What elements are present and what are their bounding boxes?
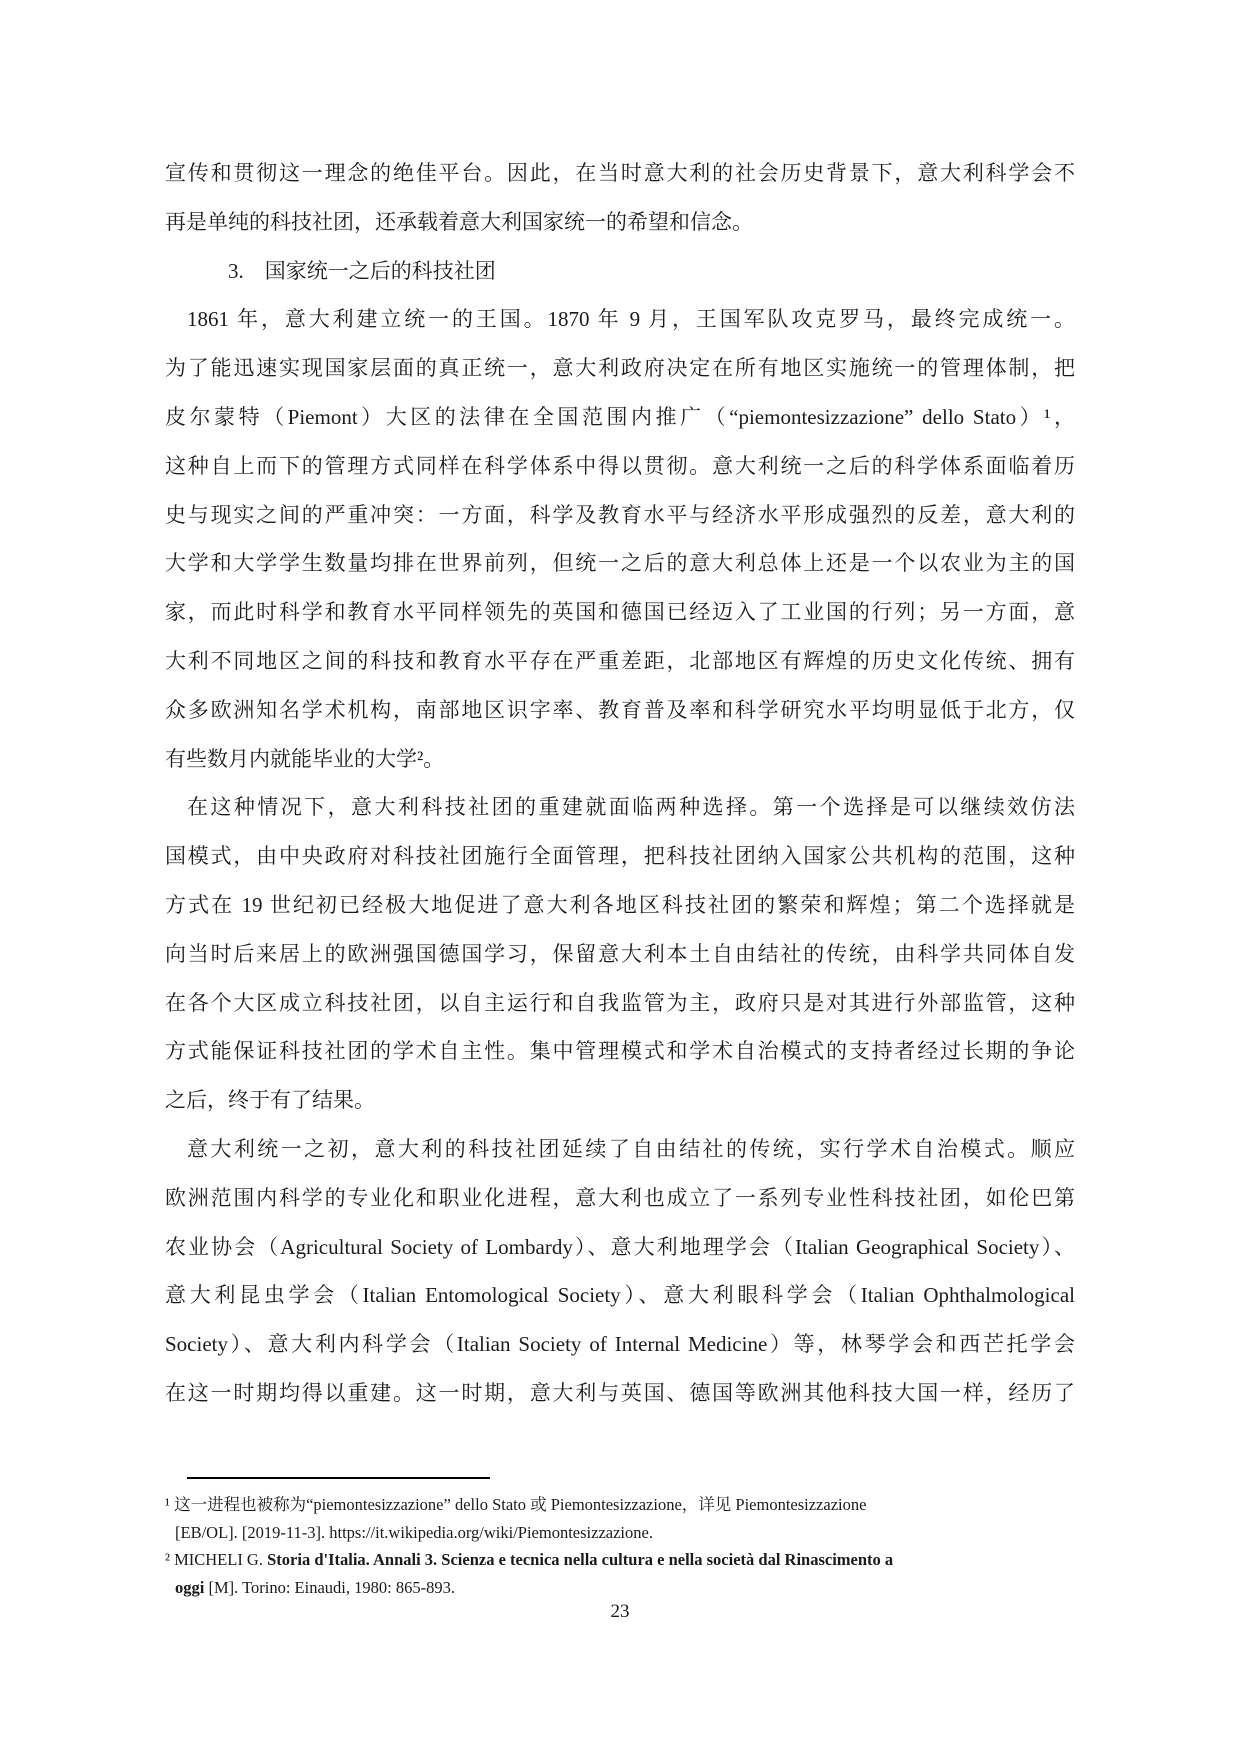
- body-line: 为了能迅速实现国家层面的真正统一，意大利政府决定在所有地区实施统一的管理体制，把: [165, 356, 1075, 381]
- body-line: 国模式，由中央政府对科技社团施行全面管理，把科技社团纳入国家公共机构的范围，这种: [165, 844, 1075, 869]
- body-line: 再是单纯的科技社团，还承载着意大利国家统一的希望和信念。: [165, 209, 753, 234]
- body-line: 意大利统一之初，意大利的科技社团延续了自由结社的传统，实行学术自治模式。顺应: [187, 1136, 1075, 1161]
- footnote-separator: [187, 1477, 490, 1479]
- body-line: 众多欧洲知名学术机构，南部地区识字率、教育普及率和科学研究水平均明显低于北方，仅: [165, 697, 1075, 722]
- body-line: 在这一时期均得以重建。这一时期，意大利与英国、德国等欧洲其他科技大国一样，经历了: [165, 1380, 1075, 1405]
- body-line: 1861 年，意大利建立统一的王国。1870 年 9 月，王国军队攻克罗马，最终完成统一。: [187, 307, 1075, 332]
- body-line: 方式能保证科技社团的学术自主性。集中管理模式和学术自治模式的支持者经过长期的争论: [165, 1039, 1075, 1064]
- body-line: 农业协会（Agricultural Society of Lombardy）、意大利地理学会（Italian Geographical Society）、: [165, 1234, 1075, 1259]
- footnote-line: oggi [M]. Torino: Einaudi, 1980: 865-893.: [175, 1577, 455, 1597]
- footnote-line: ² MICHELI G. Storia d'Italia. Annali 3. Scienza e tecnica nella cultura e nella società dal Rinascimento a: [165, 1550, 894, 1569]
- body-line: 意大利昆虫学会（Italian Entomological Society）、意大利眼科学会（Italian Ophthalmological: [165, 1283, 1075, 1308]
- footnote-line: [EB/OL]. [2019-11-3]. https://it.wikipedia.org/wiki/Piemontesizzazione.: [175, 1522, 653, 1542]
- body-line: 皮尔蒙特（Piemont）大区的法律在全国范围内推广（“piemontesizzazione” dello Stato）¹，: [165, 404, 1075, 429]
- body-line: 欧洲范围内科学的专业化和职业化进程，意大利也成立了一系列专业性科技社团，如伦巴第: [165, 1185, 1075, 1210]
- section-heading: 3. 国家统一之后的科技社团: [228, 258, 496, 283]
- body-text: [165, 149, 1075, 1418]
- body-line: Society）、意大利内科学会（Italian Society of Internal Medicine）等，林琴学会和西芒托学会: [165, 1332, 1075, 1357]
- body-line: 宣传和贯彻这一理念的绝佳平台。因此，在当时意大利的社会历史背景下，意大利科学会不: [165, 161, 1075, 185]
- page-number: 23: [610, 1601, 630, 1622]
- body-line: 向当时后来居上的欧洲强国德国学习，保留意大利本土自由结社的传统，由科学共同体自发: [165, 941, 1075, 966]
- body-line: 大学和大学学生数量均排在世界前列，但统一之后的意大利总体上还是一个以农业为主的国: [165, 551, 1075, 576]
- footnote-line: ¹ 这一进程也被称为“piemontesizzazione” dello Stato 或 Piemontesizzazione，详见 Piemontesizzazione: [165, 1495, 867, 1514]
- body-line: 有些数月内就能毕业的大学²。: [165, 746, 445, 771]
- body-line: 在这种情况下，意大利科技社团的重建就面临两种选择。第一个选择是可以继续效仿法: [187, 795, 1075, 820]
- body-line: 家，而此时科学和教育水平同样领先的英国和德国已经迈入了工业国的行列；另一方面，意: [165, 600, 1075, 625]
- body-line: 史与现实之间的严重冲突：一方面，科学及教育水平与经济水平形成强烈的反差，意大利的: [165, 502, 1075, 527]
- body-line: 方式在 19 世纪初已经极大地促进了意大利各地区科技社团的繁荣和辉煌；第二个选择就是: [165, 892, 1075, 917]
- footnotes: [165, 1491, 1105, 1601]
- body-line: 在各个大区成立科技社团，以自主运行和自我监管为主，政府只是对其进行外部监管，这种: [165, 990, 1075, 1015]
- body-line: 之后，终于有了结果。: [165, 1088, 375, 1113]
- body-line: 大利不同地区之间的科技和教育水平存在严重差距，北部地区有辉煌的历史文化传统、拥有: [165, 648, 1075, 673]
- body-line: 这种自上而下的管理方式同样在科学体系中得以贯彻。意大利统一之后的科学体系面临着历: [165, 453, 1075, 478]
